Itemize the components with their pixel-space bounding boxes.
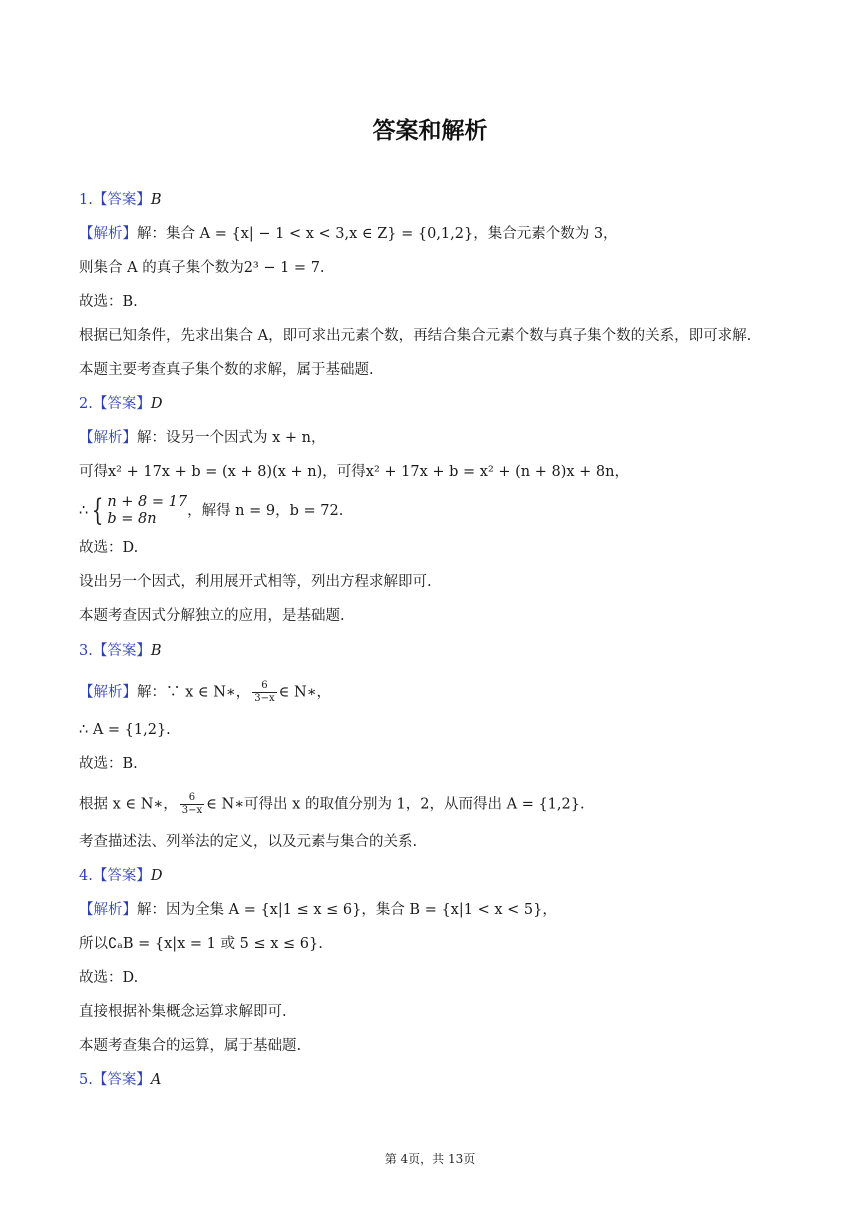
q3-text-4b: ∈ N∗可得出 x 的取值分别为 1，2，从而得出 A = {1,2}.: [206, 796, 585, 813]
q4-text-2: 所以∁ₐB = {x|x = 1 或 5 ≤ x ≤ 6}.: [79, 936, 323, 952]
q5-answer: A: [150, 1072, 162, 1088]
q4-answer-line: [79, 866, 162, 886]
q2-analysis-line: [79, 428, 326, 448]
q2-text-1: 解：设另一个因式为 x + n，: [137, 430, 326, 446]
q2-text-2: 可得x² + 17x + b = (x + 8)(x + n)，可得x² + 17x + b = x² + (n + 8)x + 8n，: [79, 464, 630, 480]
q4-text-3: 故选：D.: [79, 970, 139, 986]
q2-text-4: 故选：D.: [79, 540, 139, 556]
q1-analysis-line: [79, 224, 618, 244]
q2-solution: ，解得 n = 9，b = 72.: [187, 503, 344, 519]
q5-answer-line: [79, 1070, 161, 1090]
q4-number: 4.: [79, 868, 93, 884]
q2-answer-line: [79, 394, 162, 414]
equation-1: n + 8 = 17: [107, 494, 188, 510]
page-footer: 第 4页，共 13页: [384, 1152, 476, 1166]
q1-text-4: 根据已知条件，先求出集合 A，即可求出元素个数，再结合集合元素个数与真子集个数的关系，即可求解.: [79, 328, 752, 344]
q3-analysis-line: [79, 680, 331, 705]
q3-answer-line: [79, 641, 162, 661]
q1-answer-tag: 【答案】: [92, 192, 151, 208]
q4-text-1: 解：因为全集 A = {x|1 ≤ x ≤ 6}，集合 B = {x|1 < x < 5}，: [137, 902, 557, 918]
q3-text-2: ∴ A = {1,2}.: [79, 722, 171, 738]
equation-system: [107, 494, 187, 528]
q4-text-5: 本题考查集合的运算，属于基础题.: [79, 1038, 302, 1054]
q3-answer-tag: 【答案】: [92, 643, 151, 659]
left-brace-icon: {: [92, 493, 104, 528]
q3-text-5: 考查描述法、列举法的定义，以及元素与集合的关系.: [79, 834, 418, 850]
q1-text-1: 解：集合 A = {x| − 1 < x < 3,x ∈ Z} = {0,1,2}，集合元素个数为 3，: [137, 226, 618, 242]
equation-2: b = 8n: [107, 511, 157, 527]
fraction: [180, 792, 204, 817]
q4-text-4: 直接根据补集概念运算求解即可.: [79, 1004, 287, 1020]
q1-answer: B: [150, 192, 162, 208]
therefore-symbol: ∴: [79, 503, 89, 519]
q3-text-4-line: [79, 792, 585, 817]
q4-analysis-line: [79, 900, 557, 920]
q3-analysis-tag: 【解析】: [79, 684, 137, 701]
q5-answer-tag: 【答案】: [92, 1072, 151, 1088]
q2-system-line: [79, 494, 343, 528]
q3-answer: B: [150, 643, 162, 659]
q2-number: 2.: [79, 396, 93, 412]
fraction-numerator: 6: [252, 680, 276, 693]
q4-answer-tag: 【答案】: [92, 868, 151, 884]
q2-answer-tag: 【答案】: [92, 396, 151, 412]
q4-answer: D: [150, 868, 163, 884]
q4-analysis-tag: 【解析】: [79, 902, 137, 918]
q3-text-4a: 根据 x ∈ N∗，: [79, 796, 178, 813]
q3-text-3: 故选：B.: [79, 756, 138, 772]
q2-analysis-tag: 【解析】: [79, 430, 137, 446]
fraction-denominator: 3−x: [254, 693, 275, 704]
q3-number: 3.: [79, 643, 93, 659]
q1-analysis-tag: 【解析】: [79, 226, 137, 242]
q1-text-5: 本题主要考查真子集个数的求解，属于基础题.: [79, 362, 374, 378]
q1-answer-line: [79, 190, 162, 210]
q2-text-6: 本题考查因式分解独立的应用，是基础题.: [79, 608, 345, 624]
q3-text-1a: 解：∵ x ∈ N∗，: [137, 684, 251, 701]
fraction: [252, 680, 276, 705]
q1-text-2: 则集合 A 的真子集个数为2³ − 1 = 7.: [79, 260, 325, 276]
q1-number: 1.: [79, 192, 93, 208]
q2-answer: D: [150, 396, 163, 412]
fraction-denominator: 3−x: [181, 805, 203, 816]
q3-text-1b: ∈ N∗，: [278, 684, 332, 701]
fraction-numerator: 6: [180, 792, 204, 805]
q5-number: 5.: [79, 1072, 93, 1088]
q2-text-5: 设出另一个因式，利用展开式相等，列出方程求解即可.: [79, 574, 432, 590]
page-title: 答案和解析: [372, 118, 488, 144]
q1-text-3: 故选：B.: [79, 294, 138, 310]
